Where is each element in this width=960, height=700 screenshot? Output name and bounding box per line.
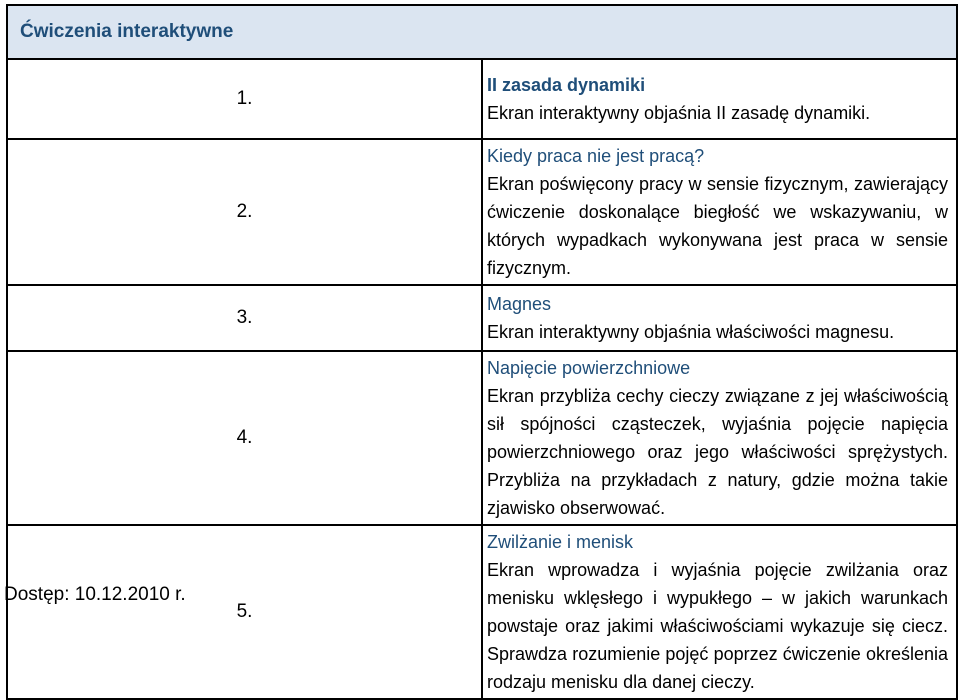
item-description-cell — [482, 525, 957, 699]
access-date: Dostęp: 10.12.2010 r. — [4, 584, 186, 605]
item-description: Ekran interaktywny objaśnia właściwości magnesu. — [487, 322, 895, 342]
item-title-link[interactable]: Magnes — [487, 294, 552, 314]
item-title-link[interactable]: II zasada dynamiki — [487, 75, 646, 95]
table-row — [7, 525, 957, 699]
item-title-link[interactable]: Zwilżanie i menisk — [487, 532, 634, 552]
item-number: 4. — [7, 351, 482, 525]
item-description-cell — [482, 351, 957, 525]
table-row — [7, 59, 957, 139]
item-title-link[interactable]: Napięcie powierzchniowe — [487, 358, 691, 378]
item-description: Ekran interaktywny objaśnia II zasadę dynamiki. — [487, 103, 871, 123]
table-row — [7, 139, 957, 285]
table-header-cell — [7, 5, 957, 59]
table-title: Ćwiczenia interaktywne — [20, 21, 234, 42]
table-row — [7, 351, 957, 525]
item-title-link[interactable]: Kiedy praca nie jest pracą? — [487, 146, 705, 166]
item-description: Ekran wprowadza i wyjaśnia pojęcie zwilżania oraz menisku wklęsłego i wypukłego – w jakich warunkach powstaje oraz jakimi właściwościami wykazuje się ciecz. Sprawdza rozumienie pojęć poprzez ćwiczenie określenia rodzaju menisku dla danej cieczy. — [487, 560, 948, 692]
item-description-cell — [482, 285, 957, 351]
item-description-cell — [482, 59, 957, 139]
item-description-cell — [482, 139, 957, 285]
table-header-row — [7, 5, 957, 59]
item-number: 2. — [7, 139, 482, 285]
item-description: Ekran przybliża cechy cieczy związane z jej właściwością sił spójności cząsteczek, wyjaśnia pojęcie napięcia powierzchniowego oraz jego właściwości sprężystych. Przybliża na przykładach z natury, gdzie można takie zjawisko obserwować. — [487, 386, 948, 518]
item-number: 1. — [7, 59, 482, 139]
item-number: 5. — [7, 525, 482, 699]
item-number: 3. — [7, 285, 482, 351]
item-description: Ekran poświęcony pracy w sensie fizycznym, zawierający ćwiczenie doskonalące biegłość we wskazywaniu, w których wypadkach wykonywana jest praca w sensie fizycznym. — [487, 174, 948, 278]
table-row — [7, 285, 957, 351]
